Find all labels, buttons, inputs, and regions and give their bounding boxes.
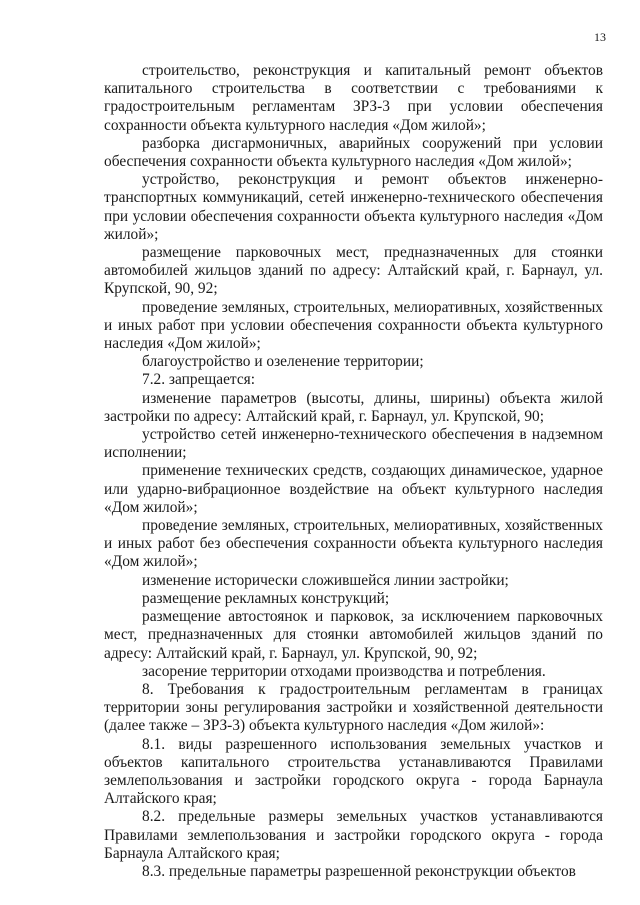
document-body xyxy=(104,62,603,881)
paragraph: проведение земляных, строительных, мелиоративных, хозяйственных и иных работ без обеспечения сохранности объекта культурного наследия «Дом жилой»; xyxy=(104,517,603,571)
paragraph: проведение земляных, строительных, мелиоративных, хозяйственных и иных работ при условии обеспечения сохранности объекта культурного наследия «Дом жилой»; xyxy=(104,298,603,353)
paragraph: 8.3. предельные параметры разрешенной реконструкции объектов xyxy=(142,862,576,880)
paragraph: размещение автостоянок и парковок, за исключением парковочных мест, предназначенных для стоянки автомобилей жильцов зданий по адресу: Алтайский край, г. Барнаул, ул. Крупской, 90, 92; xyxy=(104,608,603,662)
paragraph: благоустройство и озеленение территории; xyxy=(142,353,424,371)
paragraph: применение технических средств, создающих динамическое, ударное или ударно-вибрационное воздействие на объект культурного наследия «Дом жилой»; xyxy=(104,462,603,516)
paragraph: 8.1. виды разрешенного использования земельных участков и объектов капитального строительства устанавливаются Правилами землепользования и застройки городского округа - города Барнаула Алтайского края; xyxy=(104,735,603,808)
paragraph: изменение исторически сложившейся линии застройки; xyxy=(142,571,509,589)
section-heading: 8. Требования к градостроительным регламентам в границах территории зоны регулирования застройки и хозяйственной деятельности (далее также – ЗРЗ-3) объекта культурного наследия «Дом жилой»: xyxy=(104,680,603,735)
section-heading: 7.2. запрещается: xyxy=(142,371,256,389)
paragraph: строительство, реконструкция и капитальный ремонт объектов капитального строительства в соответствии с требованиями к градостроительным регламентам ЗРЗ-3 при условии обеспечения сохранности объекта культурного наследия «Дом жилой»; xyxy=(104,62,603,134)
paragraph: размещение рекламных конструкций; xyxy=(142,589,390,607)
paragraph: размещение парковочных мест, предназначенных для стоянки автомобилей жильцов зданий по адресу: Алтайский край, г. Барнаул, ул. Крупской, 90, 92; xyxy=(104,244,603,298)
paragraph: изменение параметров (высоты, длины, ширины) объекта жилой застройки по адресу: Алтайский край, г. Барнаул, ул. Крупской, 90; xyxy=(104,389,603,425)
paragraph: устройство, реконструкция и ремонт объектов инженерно-транспортных коммуникаций, сетей инженерно-технического обеспечения при условии обеспечения сохранности объекта культурного наследия «Дом жилой»; xyxy=(104,171,603,243)
paragraph: засорение территории отходами производства и потребления. xyxy=(142,662,546,680)
page-number: 13 xyxy=(594,30,606,44)
paragraph: устройство сетей инженерно-технического обеспечения в надземном исполнении; xyxy=(104,426,603,462)
paragraph: разборка дисгармоничных, аварийных сооружений при условии обеспечения сохранности объекта культурного наследия «Дом жилой»; xyxy=(104,134,603,171)
paragraph: 8.2. предельные размеры земельных участков устанавливаются Правилами землепользования и застройки городского округа - города Барнаула Алтайского края; xyxy=(104,808,603,862)
